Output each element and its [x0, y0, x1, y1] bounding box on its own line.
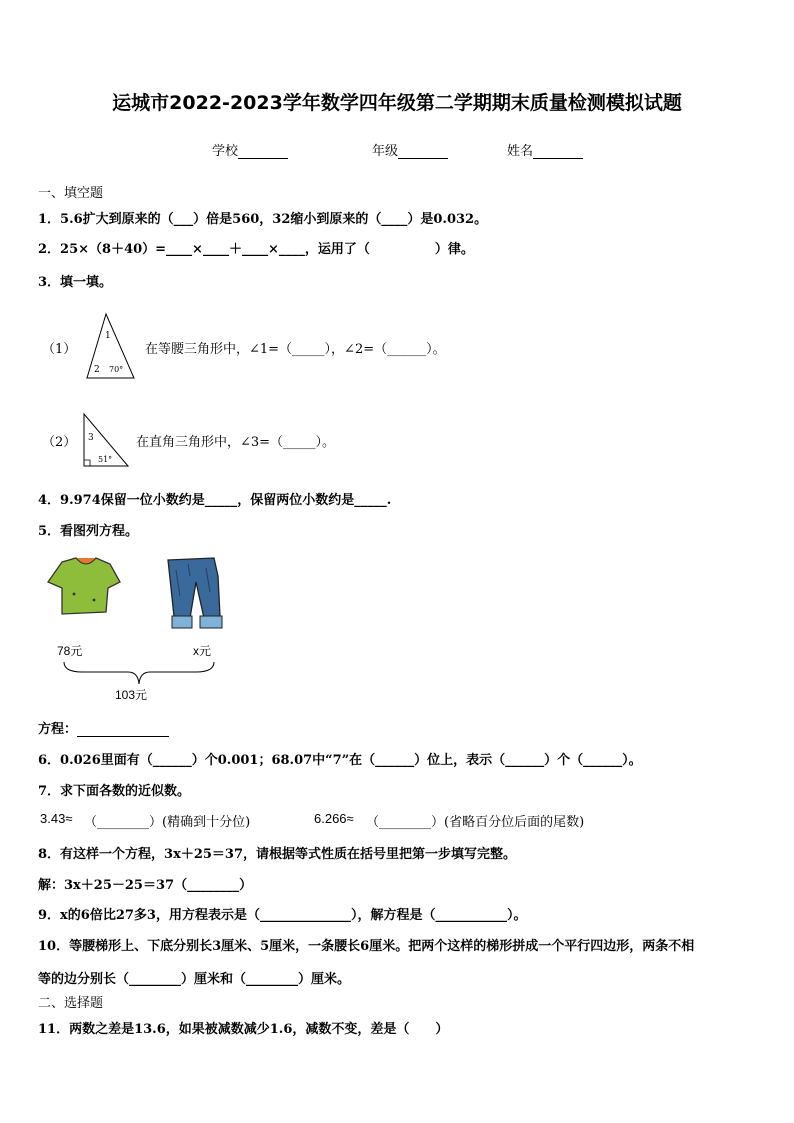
shirt-price-label: 78元	[57, 644, 83, 658]
angle-3-label: 3	[88, 433, 94, 443]
section-heading-fill-in: 一、填空题	[38, 186, 104, 201]
question-8: 8．有这样一个方程，3x＋25＝37，请根据等式性质在括号里把第一步填写完整。	[38, 847, 517, 862]
right-angle-mark	[84, 460, 90, 466]
total-price-label: 103元	[115, 688, 148, 702]
question-3-part-1-text: 在等腰三角形中，∠1=（_____），∠2=（______）。	[145, 342, 446, 357]
isosceles-triangle-figure	[80, 310, 150, 382]
pants-icon	[160, 556, 226, 632]
name-blank[interactable]	[533, 144, 583, 159]
question-11: 11．两数之差是13.6，如果被减数减少1.6，减数不变，差是（ ）	[38, 1022, 449, 1037]
page-title: 运城市2022-2023学年数学四年级第二学期期末质量检测模拟试题	[112, 92, 682, 114]
question-6: 6．0.026里面有（______）个0.001；68.07中“7”在（______）位上，表示（______）个（______）。	[38, 753, 642, 768]
question-9: 9．x的6倍比27多3，用方程表示是（______________），解方程是（___________）。	[38, 908, 527, 923]
question-3: 3．填一填。	[38, 275, 113, 290]
question-7a-number: 3.43≈	[40, 811, 73, 826]
question-1: 1．5.6扩大到原来的（___）倍是560，32缩小到原来的（____）是0.032。	[38, 212, 488, 227]
grade-blank[interactable]	[398, 144, 448, 159]
question-5: 5．看图列方程。	[38, 524, 139, 539]
question-10-line-1: 10．等腰梯形上、下底分别长3厘米、5厘米，一条腰长6厘米。把两个这样的梯形拼成一个平行四边形，两条不相	[38, 939, 695, 954]
angle-2-label: 2	[94, 365, 100, 375]
question-3-part-2-text: 在直角三角形中，∠3=（_____）。	[136, 435, 336, 450]
question-7b-number: 6.266≈	[314, 811, 354, 826]
question-7: 7．求下面各数的近似数。	[38, 784, 191, 799]
shirt-icon	[44, 556, 124, 618]
grade-field	[372, 140, 448, 159]
question-7a-text: （________）(精确到十分位)	[84, 815, 251, 830]
question-8-solution: 解：3x＋25－25＝37（________）	[38, 878, 253, 893]
question-3-part-1-label: （1）	[42, 342, 77, 357]
angle-1-label: 1	[105, 331, 111, 341]
question-7b-text: （________）(省略百分位后面的尾数)	[366, 815, 585, 830]
question-4: 4．9.974保留一位小数约是_____，保留两位小数约是_____.	[38, 493, 392, 508]
name-label: 姓名	[507, 144, 534, 159]
pants-price-label: x元	[193, 644, 212, 658]
question-5-answer	[38, 718, 169, 737]
school-blank[interactable]	[238, 144, 288, 159]
question-2: 2．25×（8＋40）=____×____＋____×____，运用了（ ）律。	[38, 242, 474, 257]
right-triangle-figure	[80, 412, 132, 468]
school-field	[212, 140, 288, 159]
question-3-part-2-label: （2）	[42, 435, 77, 450]
brace-icon	[62, 660, 216, 686]
name-field	[507, 140, 583, 159]
equation-blank[interactable]	[77, 722, 169, 737]
angle-given-label: 51°	[98, 455, 113, 464]
grade-label: 年级	[372, 144, 399, 159]
equation-label: 方程：	[38, 722, 78, 737]
question-10-line-2: 等的边分别长（________）厘米和（________）厘米。	[38, 972, 351, 987]
school-label: 学校	[212, 144, 239, 159]
section-heading-choice: 二、选择题	[38, 996, 104, 1011]
angle-given-label: 70°	[109, 365, 124, 374]
